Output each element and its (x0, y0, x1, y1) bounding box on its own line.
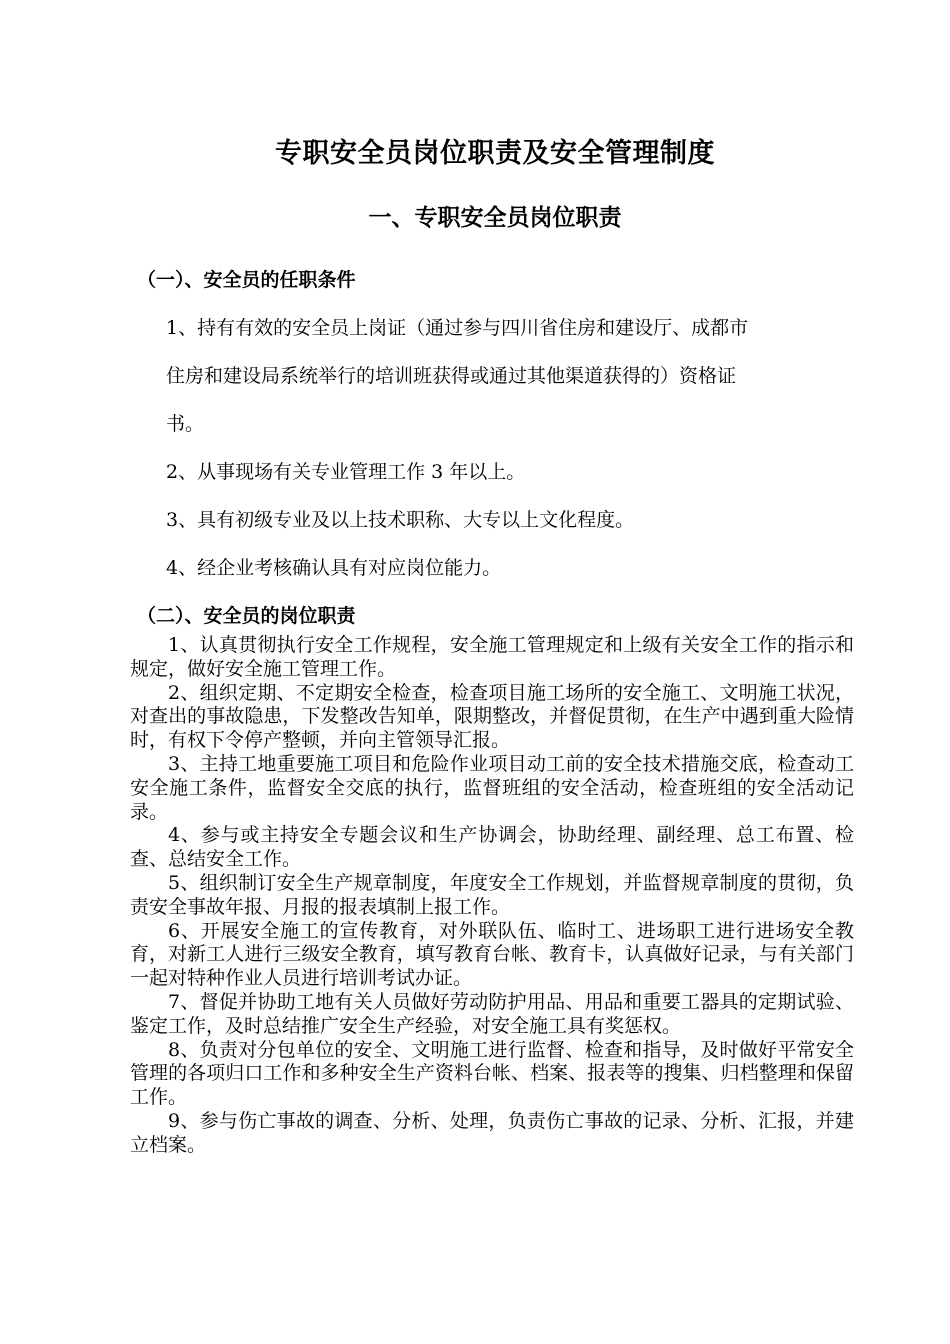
qualification-line: 1、持有有效的安全员上岗证（通过参与四川省住房和建设厅、成都市 (166, 317, 749, 339)
qualification-line: 2、从事现场有关专业管理工作 3 年以上。 (166, 461, 526, 483)
subsection-heading-qualifications: （一）、安全员的任职条件 (137, 269, 356, 291)
duty-item: 7、督促并协助工地有关人员做好劳动防护用品、用品和重要工器具的定期试验、鉴定工作，及时总结推广安全生产经验，对安全施工具有奖惩权。 (130, 990, 854, 1037)
duty-item: 6、开展安全施工的宣传教育，对外联队伍、临时工、进场职工进行进场安全教育，对新工人进行三级安全教育，填写教育台帐、教育卡，认真做好记录，与有关部门一起对特种作业人员进行培训考试办证。 (130, 919, 854, 990)
qualification-line: 3、具有初级专业及以上技术职称、大专以上文化程度。 (166, 509, 635, 531)
duty-item: 4、参与或主持安全专题会议和生产协调会，协助经理、副经理、总工布置、检查、总结安全工作。 (130, 824, 854, 871)
qualification-line: 书。 (166, 413, 205, 435)
qualification-line: 4、经企业考核确认具有对应岗位能力。 (166, 557, 502, 579)
section-title: 一、专职安全员岗位职责 (368, 205, 622, 231)
subsection-heading-duties: （二）、安全员的岗位职责 (137, 605, 356, 627)
document-title: 专职安全员岗位职责及安全管理制度 (275, 138, 715, 169)
duty-item: 8、负责对分包单位的安全、文明施工进行监督、检查和指导，及时做好平常安全管理的各项归口工作和多种安全生产资料台帐、档案、报表等的搜集、归档整理和保留工作。 (130, 1038, 854, 1109)
duties-list (130, 634, 854, 1158)
duty-item: 3、主持工地重要施工项目和危险作业项目动工前的安全技术措施交底，检查动工安全施工条件，监督安全交底的执行，监督班组的安全活动，检查班组的安全活动记录。 (130, 752, 854, 823)
duty-item: 9、参与伤亡事故的调查、分析、处理，负责伤亡事故的记录、分析、汇报，并建立档案。 (130, 1109, 854, 1156)
duty-item: 2、组织定期、不定期安全检查，检查项目施工场所的安全施工、文明施工状况，对查出的事故隐患，下发整改告知单，限期整改，并督促贯彻，在生产中遇到重大险情时，有权下令停产整顿，并向主管领导汇报。 (130, 681, 854, 752)
duty-item: 1、认真贯彻执行安全工作规程，安全施工管理规定和上级有关安全工作的指示和规定，做好安全施工管理工作。 (130, 634, 854, 680)
qualification-line: 住房和建设局系统举行的培训班获得或通过其他渠道获得的）资格证 (166, 365, 737, 387)
duty-item: 5、组织制订安全生产规章制度，年度安全工作规划，并监督规章制度的贯彻，负责安全事故年报、月报的报表填制上报工作。 (130, 871, 854, 918)
